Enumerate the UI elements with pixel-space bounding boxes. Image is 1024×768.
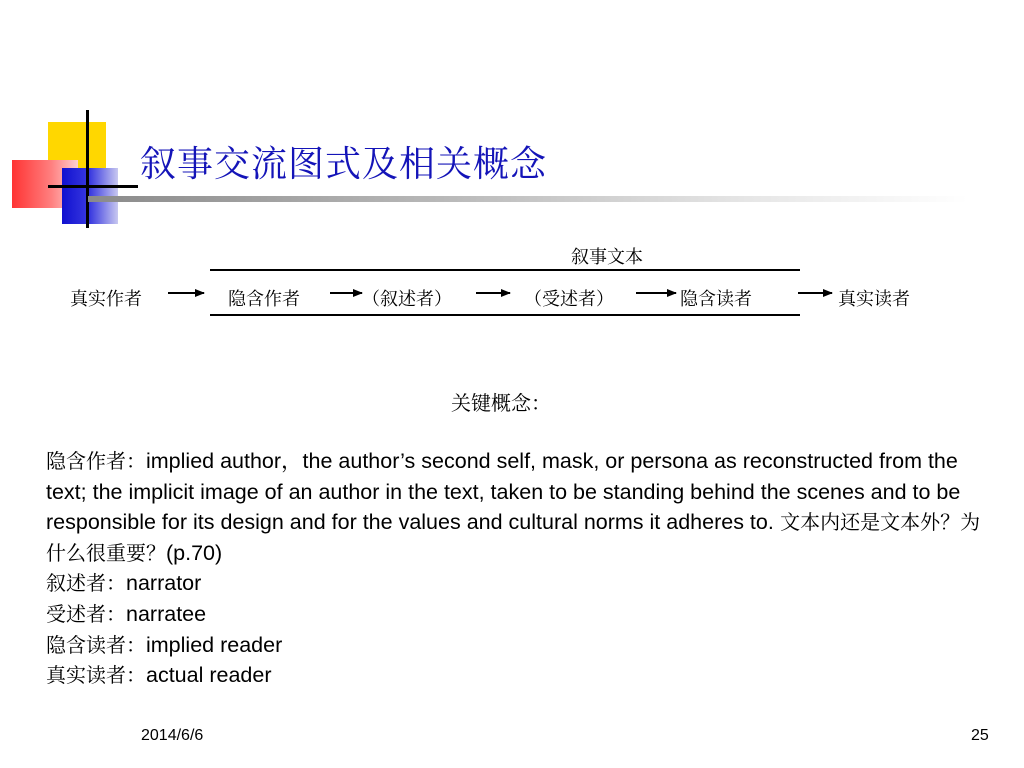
concept-term: 隐含作者：: [46, 449, 146, 473]
concept-item-narratee: [46, 599, 986, 630]
narrative-text-label: 叙事文本: [571, 247, 643, 268]
concept-item-implied-reader: [46, 630, 986, 661]
narratee-label: （受述者）: [524, 289, 614, 310]
concepts-list: [46, 446, 986, 691]
concept-term: 叙述者：: [46, 571, 126, 596]
slide-title: 叙事交流图式及相关概念: [140, 144, 548, 185]
implied-reader-label: 隐含读者: [680, 289, 752, 310]
concept-definition: narrator: [126, 571, 202, 596]
implied-author-label: 隐含作者: [228, 289, 300, 310]
concept-term: 隐含读者：: [46, 632, 146, 657]
key-concepts-heading: 关键概念：: [451, 391, 551, 415]
concept-term: 受述者：: [46, 601, 126, 626]
concept-question: 文本内还是文本外？为什么很重要？: [46, 510, 981, 565]
narrator-label: （叙述者）: [362, 289, 452, 310]
page-reference: (p.70): [166, 540, 223, 565]
footer-page-number: 25: [971, 727, 989, 744]
concept-term: 真实读者：: [46, 663, 146, 688]
real-reader-label: 真实读者: [838, 289, 910, 310]
concept-item-actual-reader: [46, 660, 986, 691]
real-author-label: 真实作者: [70, 289, 142, 310]
concept-item-implied-author: [46, 446, 986, 568]
concept-definition: implied reader: [146, 632, 283, 657]
concept-item-narrator: [46, 568, 986, 599]
concept-definition: narratee: [126, 601, 207, 626]
concept-definition: implied author，the author’s second self, mask, or persona as reconstructed from the text; the implicit image of an author in the text, taken to be standing behind the scenes and to be responsible for its design and for the values and cultural norms it adheres to.: [46, 449, 961, 535]
concept-definition: actual reader: [146, 663, 272, 688]
footer-date: 2014/6/6: [141, 727, 204, 744]
